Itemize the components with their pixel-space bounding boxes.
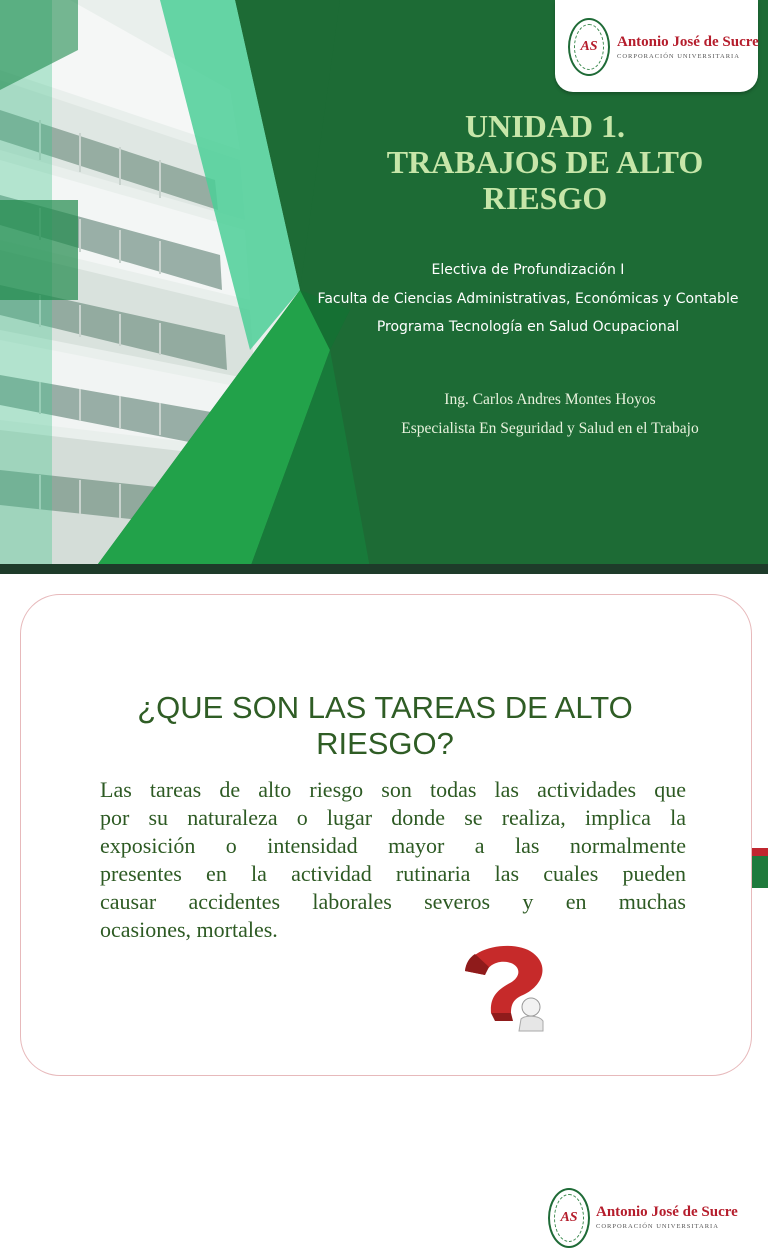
author-role: Especialista En Seguridad y Salud en el Trabajo xyxy=(401,420,699,437)
heading-line: RIESGO? xyxy=(316,726,454,761)
paragraph-line: Las tareas de alto riesgo son todas las actividades que xyxy=(100,777,686,802)
title-line: TRABAJOS DE ALTO xyxy=(386,144,704,180)
content-slide xyxy=(0,576,768,1230)
university-logo xyxy=(540,1188,738,1258)
paragraph-line: exposición o intensidad mayor a las normalmente xyxy=(100,833,686,858)
paragraph-line: por su naturaleza o lugar donde se realiza, implica la xyxy=(100,805,686,830)
paragraph-line: presentes en la actividad rutinaria las cuales pueden xyxy=(100,861,686,886)
cover-slide xyxy=(0,0,768,568)
title-line: UNIDAD 1. xyxy=(465,108,625,144)
faculty-name: Faculta de Ciencias Administrativas, Económicas y Contable xyxy=(317,290,739,307)
seal-emblem-icon xyxy=(568,18,610,76)
brand-subtitle: CORPORACIÓN UNIVERSITARIA xyxy=(617,53,740,60)
unit-title xyxy=(330,108,760,216)
brand-name: Antonio José de Sucre xyxy=(596,1204,738,1220)
brand-subtitle: CORPORACIÓN UNIVERSITARIA xyxy=(596,1223,719,1230)
side-accent-stripes xyxy=(752,848,768,888)
seal-initials: AS xyxy=(560,1210,578,1225)
question-mark-figure-icon xyxy=(455,941,565,1031)
university-logo xyxy=(555,0,758,92)
definition-paragraph xyxy=(100,776,686,944)
seal-initials: AS xyxy=(580,39,598,54)
title-line: RIESGO xyxy=(482,180,608,216)
slide-heading xyxy=(90,690,680,762)
author-info xyxy=(340,385,760,443)
paragraph-line: causar accidentes laborales severos y en muchas xyxy=(100,889,686,914)
program-name: Programa Tecnología en Salud Ocupacional xyxy=(376,319,680,335)
brand-name: Antonio José de Sucre xyxy=(617,34,759,50)
seal-emblem-icon xyxy=(548,1188,590,1248)
heading-line: ¿QUE SON LAS TAREAS DE ALTO xyxy=(137,690,633,725)
paragraph-line: ocasiones, mortales. xyxy=(100,917,278,942)
course-info xyxy=(290,256,766,342)
course-name: Electiva de Profundización I xyxy=(431,262,625,278)
author-name: Ing. Carlos Andres Montes Hoyos xyxy=(444,391,656,408)
slide-divider-bar xyxy=(0,564,768,574)
